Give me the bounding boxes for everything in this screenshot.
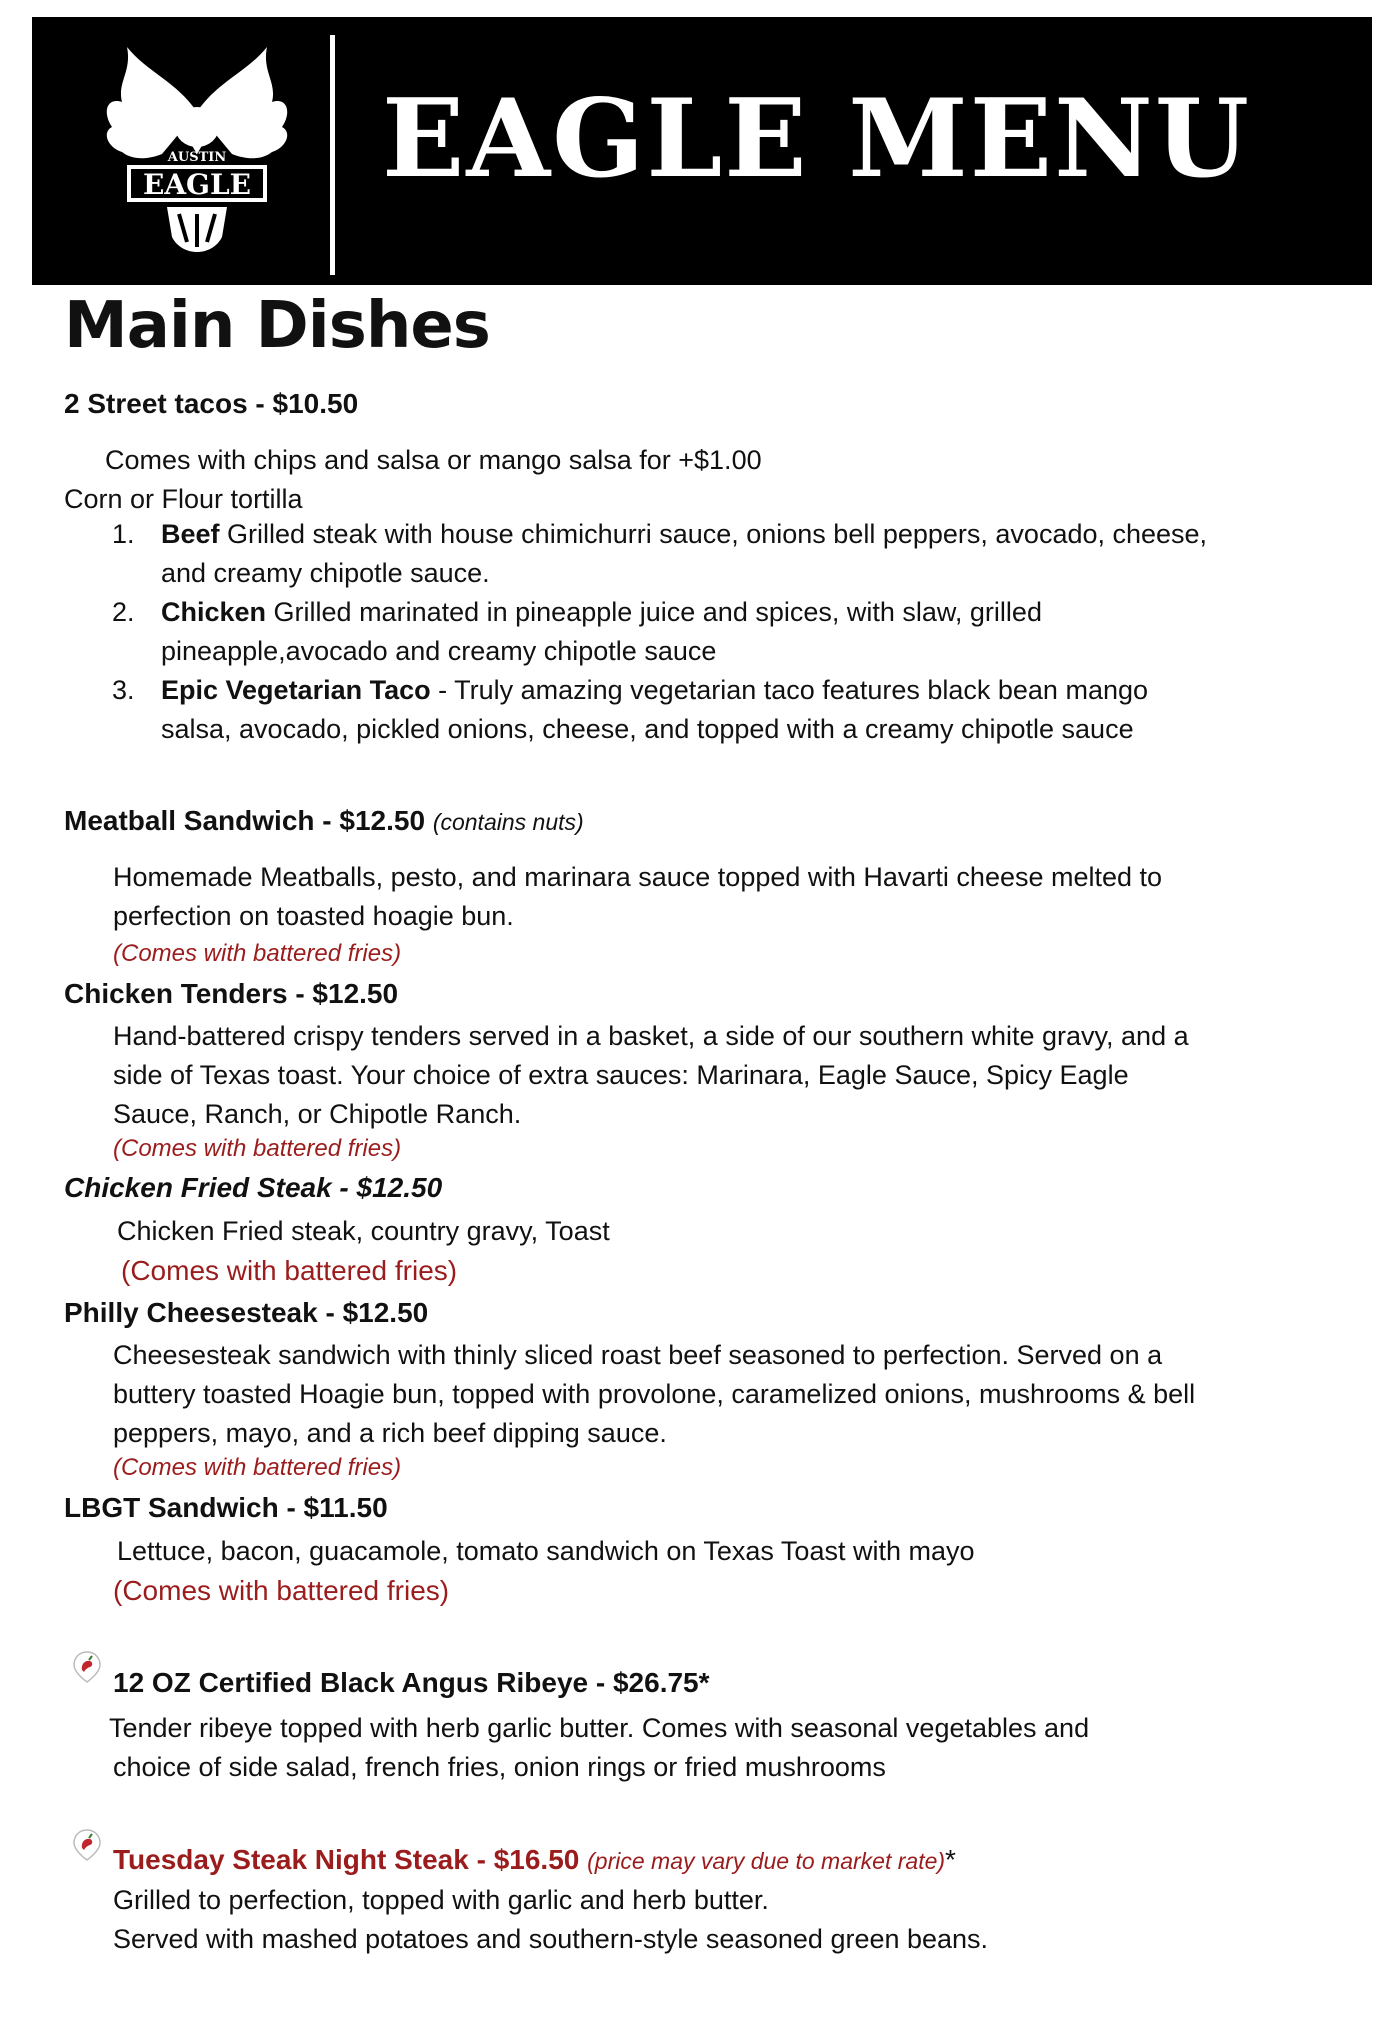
- tenders-heading: Chicken Tenders - $12.50: [64, 978, 399, 1009]
- cfs-heading: Chicken Fried Steak - $12.50: [64, 1172, 443, 1203]
- tenders-desc-1: Hand-battered crispy tenders served in a basket, a side of our southern white gravy, and a: [113, 1021, 1189, 1051]
- tuesday-desc-2: Served with mashed potatoes and southern-style seasoned green beans.: [113, 1924, 989, 1954]
- philly-desc-1: Cheesesteak sandwich with thinly sliced roast beef seasoned to perfection. Served on a: [113, 1340, 1163, 1370]
- list-item: 3. Epic Vegetarian Taco - Truly amazing vegetarian taco features black bean mango salsa, avocado, pickled onions, cheese, and topped with a creamy chipotle sauce: [112, 675, 1149, 744]
- header-divider: [330, 35, 335, 275]
- section-title: Main Dishes: [64, 289, 490, 363]
- ribeye-desc-1: Tender ribeye topped with herb garlic butter. Comes with seasonal vegetables and: [109, 1713, 1090, 1743]
- tuesday-heading: Tuesday Steak Night Steak - $16.50 (price may vary due to market rate)*: [113, 1844, 956, 1875]
- meatball-heading: Meatball Sandwich - $12.50 (contains nuts): [64, 805, 584, 836]
- philly-desc-2: buttery toasted Hoagie bun, topped with provolone, caramelized onions, mushrooms & bell: [113, 1379, 1196, 1409]
- pepper-icon: [72, 1650, 102, 1684]
- lbgt-desc: Lettuce, bacon, guacamole, tomato sandwich on Texas Toast with mayo: [117, 1536, 975, 1566]
- pepper-icon: [72, 1828, 102, 1862]
- tacos-tortilla: Corn or Flour tortilla: [64, 484, 303, 514]
- tacos-comes-with: Comes with chips and salsa or mango salsa for +$1.00: [105, 445, 762, 475]
- austin-eagle-logo: [87, 42, 307, 267]
- meatball-desc-1: Homemade Meatballs, pesto, and marinara sauce topped with Havarti cheese melted to: [113, 862, 1163, 892]
- meatball-fries-note: (Comes with battered fries): [113, 940, 402, 967]
- tenders-desc-3: Sauce, Ranch, or Chipotle Ranch.: [113, 1099, 522, 1129]
- menu-title: EAGLE MENU: [382, 76, 1251, 202]
- svg-text:EAGLE: EAGLE: [142, 168, 252, 201]
- meatball-desc-2: perfection on toasted hoagie bun.: [113, 901, 514, 931]
- philly-desc-3: peppers, mayo, and a rich beef dipping sauce.: [113, 1418, 667, 1448]
- svg-text:AUSTIN: AUSTIN: [167, 150, 227, 165]
- tuesday-desc-1: Grilled to perfection, topped with garlic and herb butter.: [113, 1885, 769, 1915]
- tenders-desc-2: side of Texas toast. Your choice of extra sauces: Marinara, Eagle Sauce, Spicy Eagle: [113, 1060, 1129, 1090]
- menu-header: [32, 17, 1372, 285]
- philly-heading: Philly Cheesesteak - $12.50: [64, 1297, 429, 1328]
- taco-options-list: [64, 515, 1314, 749]
- philly-fries-note: (Comes with battered fries): [113, 1454, 402, 1481]
- tenders-fries-note: (Comes with battered fries): [113, 1135, 402, 1162]
- ribeye-desc-2: choice of side salad, french fries, onion rings or fried mushrooms: [113, 1752, 886, 1782]
- cfs-desc: Chicken Fried steak, country gravy, Toast: [117, 1216, 610, 1246]
- ribeye-heading: 12 OZ Certified Black Angus Ribeye - $26.75*: [113, 1667, 710, 1698]
- list-item: 1. Beef Grilled steak with house chimichurri sauce, onions bell peppers, avocado, cheese, and creamy chipotle sauce.: [112, 519, 1208, 588]
- list-item: 2. Chicken Grilled marinated in pineapple juice and spices, with slaw, grilled pineapple,avocado and creamy chipotle sauce: [112, 597, 1042, 666]
- lbgt-fries-note: (Comes with battered fries): [113, 1575, 450, 1606]
- cfs-fries-note: (Comes with battered fries): [121, 1255, 458, 1286]
- tacos-heading: 2 Street tacos - $10.50: [64, 388, 359, 419]
- lbgt-heading: LBGT Sandwich - $11.50: [64, 1492, 388, 1523]
